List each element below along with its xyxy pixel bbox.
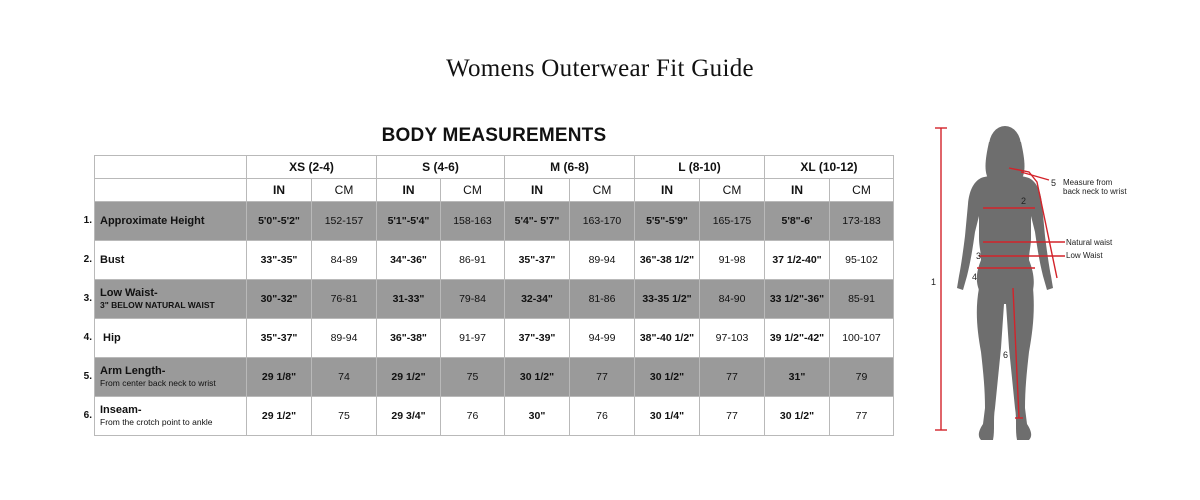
value-cm: 77 <box>700 358 765 397</box>
value-in: 32-34" <box>505 280 570 319</box>
value-cm: 85-91 <box>830 280 894 319</box>
unit-header-cm: CM <box>830 179 894 202</box>
value-in: 5'0"-5'2" <box>247 202 312 241</box>
value-cm: 76 <box>441 397 505 436</box>
value-in: 30 1/2" <box>505 358 570 397</box>
body-figure <box>925 120 1145 450</box>
value-cm: 81-86 <box>570 280 635 319</box>
table-row <box>95 202 894 241</box>
size-header: XS (2-4) <box>247 156 377 179</box>
value-cm: 95-102 <box>830 241 894 280</box>
value-cm: 74 <box>312 358 377 397</box>
size-header: XL (10-12) <box>765 156 894 179</box>
value-cm: 77 <box>700 397 765 436</box>
value-cm: 79 <box>830 358 894 397</box>
row-number: 1. <box>83 215 92 226</box>
value-in: 36"-38 1/2" <box>635 241 700 280</box>
row-label-cell <box>95 397 247 436</box>
header-blank-cell <box>95 156 247 179</box>
value-cm: 76 <box>570 397 635 436</box>
row-label: Approximate Height <box>100 215 205 227</box>
row-number: 6. <box>83 410 92 421</box>
measurements-body <box>95 202 894 436</box>
size-header: S (4-6) <box>377 156 505 179</box>
value-in: 30"-32" <box>247 280 312 319</box>
figure-number-6: 6 <box>1003 350 1009 360</box>
unit-header-in: IN <box>765 179 830 202</box>
row-label-cell <box>95 241 247 280</box>
table-row <box>95 397 894 436</box>
value-in: 31-33" <box>377 280 441 319</box>
unit-header-in: IN <box>247 179 312 202</box>
value-cm: 89-94 <box>312 319 377 358</box>
value-cm: 76-81 <box>312 280 377 319</box>
value-in: 35"-37" <box>247 319 312 358</box>
row-label: Bust <box>100 254 125 266</box>
value-cm: 79-84 <box>441 280 505 319</box>
row-number: 2. <box>83 254 92 265</box>
value-cm: 84-89 <box>312 241 377 280</box>
size-header-row <box>95 156 894 179</box>
value-in: 37 1/2-40" <box>765 241 830 280</box>
value-in: 29 1/2" <box>377 358 441 397</box>
row-label: Low Waist- <box>100 287 158 299</box>
unit-header-cm: CM <box>441 179 505 202</box>
page-title: Womens Outerwear Fit Guide <box>446 55 754 82</box>
row-number: 3. <box>83 293 92 304</box>
value-cm: 84-90 <box>700 280 765 319</box>
arm-measure-note: Measure from back neck to wrist <box>1063 178 1127 196</box>
table-row <box>95 358 894 397</box>
value-in: 5'4"- 5'7" <box>505 202 570 241</box>
table-row <box>95 241 894 280</box>
size-header: L (8-10) <box>635 156 765 179</box>
value-in: 5'5"-5'9" <box>635 202 700 241</box>
value-cm: 91-97 <box>441 319 505 358</box>
value-cm: 89-94 <box>570 241 635 280</box>
value-in: 33-35 1/2" <box>635 280 700 319</box>
value-in: 30 1/2" <box>765 397 830 436</box>
row-label-cell <box>95 358 247 397</box>
value-cm: 165-175 <box>700 202 765 241</box>
value-cm: 75 <box>441 358 505 397</box>
value-in: 34"-36" <box>377 241 441 280</box>
value-in: 38"-40 1/2" <box>635 319 700 358</box>
table-row <box>95 280 894 319</box>
value-cm: 94-99 <box>570 319 635 358</box>
value-in: 5'1"-5'4" <box>377 202 441 241</box>
row-number: 5. <box>83 371 92 382</box>
value-in: 30 1/2" <box>635 358 700 397</box>
value-in: 30" <box>505 397 570 436</box>
measurements-table <box>94 155 894 436</box>
unit-header-in: IN <box>377 179 441 202</box>
figure-number-3: 3 <box>976 251 982 261</box>
table-heading: BODY MEASUREMENTS <box>381 125 607 146</box>
body-silhouette <box>957 126 1053 440</box>
row-label-cell <box>95 202 247 241</box>
value-in: 33 1/2"-36" <box>765 280 830 319</box>
value-in: 30 1/4" <box>635 397 700 436</box>
value-cm: 77 <box>570 358 635 397</box>
value-in: 29 3/4" <box>377 397 441 436</box>
table-row <box>95 319 894 358</box>
value-cm: 91-98 <box>700 241 765 280</box>
figure-number-1: 1 <box>931 277 937 287</box>
row-label: Arm Length- <box>100 365 166 377</box>
row-number: 4. <box>83 332 92 343</box>
row-label: Hip <box>103 332 121 344</box>
row-sublabel: 3" BELOW NATURAL WAIST <box>100 300 215 310</box>
value-cm: 173-183 <box>830 202 894 241</box>
value-cm: 75 <box>312 397 377 436</box>
value-in: 31" <box>765 358 830 397</box>
value-in: 5'8"-6' <box>765 202 830 241</box>
low-waist-note: Low Waist <box>1066 251 1103 260</box>
figure-number-5: 5 <box>1051 178 1057 188</box>
row-label-cell <box>95 319 247 358</box>
value-in: 39 1/2"-42" <box>765 319 830 358</box>
unit-header-in: IN <box>505 179 570 202</box>
value-in: 35"-37" <box>505 241 570 280</box>
value-cm: 158-163 <box>441 202 505 241</box>
value-cm: 152-157 <box>312 202 377 241</box>
value-cm: 163-170 <box>570 202 635 241</box>
unit-header-cm: CM <box>570 179 635 202</box>
row-label: Inseam- <box>100 404 142 416</box>
size-header: M (6-8) <box>505 156 635 179</box>
unit-header-cm: CM <box>700 179 765 202</box>
figure-number-4: 4 <box>972 272 978 282</box>
value-cm: 100-107 <box>830 319 894 358</box>
body-silhouette-illustration <box>925 120 1145 450</box>
natural-waist-note: Natural waist <box>1066 238 1113 247</box>
header-blank-cell <box>95 179 247 202</box>
row-sublabel: From the crotch point to ankle <box>100 417 213 427</box>
value-in: 37"-39" <box>505 319 570 358</box>
value-in: 29 1/8" <box>247 358 312 397</box>
unit-header-row <box>95 179 894 202</box>
row-label-cell <box>95 280 247 319</box>
row-sublabel: From center back neck to wrist <box>100 378 216 388</box>
value-in: 29 1/2" <box>247 397 312 436</box>
unit-header-cm: CM <box>312 179 377 202</box>
figure-number-2: 2 <box>1021 196 1027 206</box>
value-in: 33"-35" <box>247 241 312 280</box>
unit-header-in: IN <box>635 179 700 202</box>
value-cm: 97-103 <box>700 319 765 358</box>
value-cm: 77 <box>830 397 894 436</box>
value-cm: 86-91 <box>441 241 505 280</box>
value-in: 36"-38" <box>377 319 441 358</box>
